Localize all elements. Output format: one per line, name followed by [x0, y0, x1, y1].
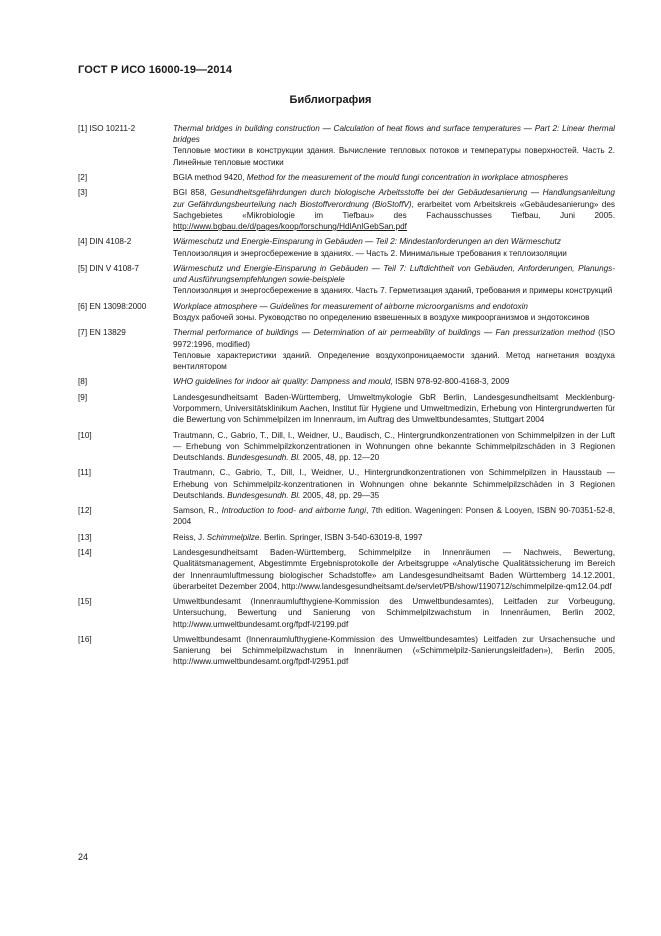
entry-segment: . Berlin. Springer, ISBN 3-540-63019-8, 1997: [259, 532, 423, 542]
entry-segment: Method for the measurement of the mould fungi concentration in workplace atmospheres: [246, 173, 569, 182]
entry-reference: [4] DIN 4108-2: [78, 237, 132, 247]
bibliography-entry: [78, 327, 615, 372]
bibliography-entry: [78, 547, 615, 592]
entry-segment: Workplace atmosphere — Guidelines for measurement of airborne microorganisms and endotoxin: [173, 301, 528, 311]
entry-text: [173, 547, 615, 592]
bibliography-entry: [78, 187, 615, 232]
bibliography-entry: [78, 634, 615, 668]
entry-text: [173, 634, 615, 668]
entry-segment: Introduction to food- and airborne fungi: [221, 506, 367, 516]
entry-text: [173, 376, 615, 387]
bibliography-entry: [78, 467, 615, 501]
entry-text: [173, 172, 615, 183]
entry-reference: [13]: [78, 532, 92, 542]
entry-text: [173, 301, 615, 323]
entry-reference: [7] EN 13829: [78, 328, 126, 338]
bibliography-entry: [78, 301, 615, 323]
entry-segment: Gesundheitsgefährdungen durch biologische Arbeitsstoffe bei der Gebäudesanierung — Handlungsanleitung zur Gefährdungsbeurteilung nach Biostoffverordnung (BioStoffV): [173, 188, 615, 209]
entry-segment: Thermal performance of buildings — Determination of air permeability of buildings — Fan pressurization method: [173, 328, 595, 338]
entry-segment: Теплоизоляция и энергосбережение в зданиях. — Часть 2. Минимальные требования к теплоизоляции: [173, 248, 567, 258]
entry-segment: BGIA method 9420,: [173, 173, 247, 182]
entry-segment: Bundesgesundh. Bl.: [227, 490, 301, 500]
entry-segment: Wärmeschutz und Energie-Einsparung in Gebäuden — Teil 7: Luftdichtheit von Gebäuden, Anforderungen, Planungs- und Ausführungsempfehlungen sowie-beispiele: [173, 263, 615, 285]
entry-reference: [15]: [78, 597, 92, 607]
entry-segment: , 7th edition. Wageningen: Ponsen & Looyen, ISBN 90-70351-52-8, 2004: [173, 506, 616, 527]
entry-link[interactable]: http://www.bgbau.de/d/pages/koop/forschung/HdlAnlGebSan.pdf: [173, 222, 407, 231]
entry-segment: Samson, R.,: [173, 506, 222, 516]
entry-reference: [16]: [78, 634, 92, 644]
entry-segment: Trautmann, C., Gabrio, T., Dill, I., Weidner, U., Baudisch, C., Hintergrundkonzentrationen von Schimmelpilzen in der Luft — Erhebung von Schimmelpilzkonzentrationen in Wohnungen ohne bekannte Schimmelpilzschäden in 3 Regionen Deutschlands.: [173, 430, 615, 462]
entry-text: [173, 430, 615, 464]
entry-reference: [12]: [78, 506, 92, 516]
bibliography-entry: [78, 505, 615, 527]
entry-reference: [9]: [78, 392, 88, 402]
entry-segment: Umweltbundesamt (Innenraumlufthygiene-Kommission des Umweltbundesamtes) Leitfaden zur Ursachensuche und Sanierung bei Schimmelpilzwachstum in Innenräumen («Schimmelpilz-Sanierungsleitfaden»), Berlin 2005,: [173, 634, 615, 656]
entry-text: [173, 596, 615, 630]
entry-segment: Тепловые мостики в конструкции здания. Вычисление тепловых потоков и температуры поверхностей. Часть 2. Линейные тепловые мостики: [173, 146, 615, 167]
entry-reference: [2]: [78, 173, 88, 182]
entry-segment: Landesgesundheitsamt Baden-Württemberg, Schimmelpilze in Innenräumen — Nachweis, Bewertung, Qualitätsmanagement, Abgestimmte Ergebnisprotokolle der Arbeitsgruppe «Analytische Qualitätssicherung im Bereich der Innenraumluftmessung biologischer Schadstoffe» am Landesgesundheitsamt Baden Württemberg 14.12.2001, überarbeitet Dezember 2004, http://www.landesgesundheitsamt.de/servlet/PB/show/1190712/schimmelpilze-qm12.04.pdf: [173, 548, 615, 591]
bibliography-title: Библиография: [289, 94, 372, 106]
entry-reference: [1] ISO 10211-2: [78, 124, 136, 133]
entry-segment: Воздух рабочей зоны. Руководство по определению взвешенных в воздухе микроорганизмов и эндотоксинов: [173, 312, 590, 322]
entry-segment: (ISO 9972:1996, modified): [173, 328, 615, 349]
entry-segment: Umweltbundesamt (Innenraumlufthygiene-Kommission des Umweltbundesamtes), Leitfaden zur Vorbeugung, Untersuchung, Bewertung und Sanierung von Schimmelpilzwachstum in Innenräumen, Berlin 2002,: [173, 597, 615, 618]
entry-segment: WHO guidelines for indoor air quality: Dampness and mould: [173, 377, 391, 387]
entry-segment: Bundesgesundh. Bl.: [227, 452, 301, 462]
entry-text: [173, 187, 615, 232]
entry-reference: [14]: [78, 548, 92, 558]
entry-segment: Теплоизоляция и энергосбережение в зданиях. Часть 7. Герметизация зданий, требования и примеры конструкций: [173, 286, 613, 296]
bibliography-entry: [78, 172, 615, 183]
entry-text: [173, 236, 615, 258]
bibliography-entry: [78, 392, 615, 426]
bibliography-entry: [78, 532, 615, 543]
entry-text: [173, 467, 615, 501]
entry-segment: 2005, 48, pp. 29—35: [300, 490, 380, 500]
bibliography-list: [78, 123, 615, 672]
entry-segment: Тепловые характеристики зданий. Определение воздухопроницаемости зданий. Метод нагнетания воздуха вентилятором: [173, 350, 615, 371]
entry-text: [173, 392, 615, 426]
entry-segment: Schimmelpilze: [206, 532, 260, 542]
entry-text: [173, 327, 615, 372]
entry-reference: [11]: [78, 468, 92, 478]
entry-segment: Trautmann, C., Gabrio, T., Dill, I., Weidner, U., Hintergrundkonzentrationen von Schimmelpilzen in Hausstaub — Erhebung von Schimmelpilz-konzentrationen in Wohnungen ohne bekannte Schimmelpilzschäden in 3 Regionen Deutschlands.: [173, 468, 615, 500]
entry-segment: Landesgesundheitsamt Baden-Württemberg, Umweltmykologie GbR Berlin, Landesgesundheitsamt Mecklenburg-Vorpommern, Universitätsklinikum Aachen, Institut für Hygiene und Umweltmedizin, Erhebung von Hintergrundwerten für die Bewertung von Schimmelpilzen im Innenraum, im Auftrag des Umweltbundesamtes, Stuttgart 2004: [173, 392, 615, 425]
entry-text: [173, 505, 615, 527]
document-header: ГОСТ Р ИСО 16000-19—2014: [78, 64, 233, 76]
entry-reference: [10]: [78, 430, 92, 440]
entry-reference: [3]: [78, 188, 88, 198]
entry-reference: [8]: [78, 377, 88, 387]
bibliography-entry: [78, 376, 615, 387]
entry-segment: Reiss, J.: [173, 532, 207, 542]
bibliography-entry: [78, 596, 615, 630]
entry-segment: Wärmeschutz und Energie-Einsparung in Gebäuden — Teil 2: Mindestanforderungen an den Wärmeschutz: [173, 237, 561, 247]
entry-reference: [6] EN 13098:2000: [78, 301, 147, 311]
bibliography-entry: [78, 263, 615, 297]
entry-text: [173, 123, 615, 168]
entry-segment: Thermal bridges in building construction — Calculation of heat flows and surface temperatures — Part 2: Linear thermal bridges: [173, 124, 615, 145]
bibliography-entry: [78, 123, 615, 168]
entry-segment: , erarbeitet vom Arbeitskreis «Gebäudesanierung» des Sachgebietes «Mikrobiologie im Tiefbau» des Fachausschusses Tiefbau, Juni 2005.: [173, 199, 615, 220]
entry-text: [173, 532, 615, 543]
entry-reference: [5] DIN V 4108-7: [78, 263, 139, 273]
entry-segment: http://www.umweltbundesamt.org/fpdf-l/2199.pdf: [173, 619, 349, 629]
entry-text: [173, 263, 615, 297]
entry-segment: 2005, 48, pp. 12—20: [300, 452, 380, 462]
page-number: 24: [78, 852, 89, 862]
bibliography-entry: [78, 430, 615, 464]
entry-segment: http://www.umweltbundesamt.org/fpdf-l/2951.pdf: [173, 657, 349, 667]
entry-segment: BGI 858,: [173, 188, 211, 198]
bibliography-entry: [78, 236, 615, 258]
entry-segment: , ISBN 978-92-800-4168-3, 2009: [390, 377, 510, 387]
